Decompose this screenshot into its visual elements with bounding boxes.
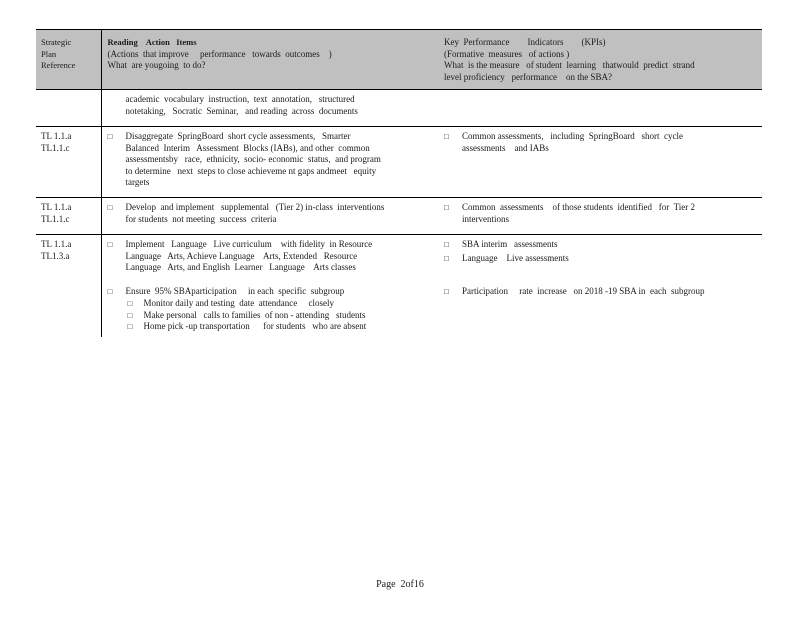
action-item <box>108 286 433 333</box>
table-row <box>36 235 762 282</box>
checkbox-bullet-icon: □ <box>444 132 449 141</box>
checkbox-bullet-icon: □ <box>127 322 133 331</box>
reference-cell <box>36 90 101 127</box>
kpi-item <box>444 131 756 154</box>
kpi-cell <box>438 235 762 282</box>
header-line: What are yougoing to do? <box>107 60 206 70</box>
kpi-item <box>444 286 756 298</box>
reference-cell <box>36 235 101 282</box>
checkbox-bullet-icon: □ <box>107 240 113 249</box>
kpi-item <box>444 202 756 225</box>
action-text-line: Disaggregate SpringBoard short cycle assessments, Smarter <box>125 131 351 141</box>
checkbox-bullet-icon: □ <box>107 132 113 141</box>
kpi-cell <box>438 198 762 235</box>
action-item <box>108 239 433 274</box>
checkbox-bullet-icon: □ <box>107 203 113 212</box>
reference-code: TL1.1.c <box>41 142 70 153</box>
action-cell <box>101 235 438 282</box>
kpi-cell <box>438 90 762 127</box>
action-text-line: Language Arts, and English Learner Language Arts classes <box>125 262 356 272</box>
table-row <box>36 198 762 235</box>
kpi-cell <box>438 282 762 337</box>
action-text-line: Balanced Interim Assessment Blocks (IABs), and other common <box>125 142 370 153</box>
header-strategic-plan-reference <box>36 30 101 90</box>
kpi-text-line: Language Live assessments <box>462 252 569 263</box>
header-kpis <box>438 30 762 90</box>
sub-action-list <box>126 298 433 333</box>
header-line: What is the measure of student learning thatwould predict strand <box>444 60 695 70</box>
checkbox-bullet-icon: □ <box>444 203 449 212</box>
action-item <box>108 202 433 225</box>
action-item <box>108 94 433 117</box>
reference-cell <box>36 198 101 235</box>
header-line: Reference <box>41 60 76 70</box>
kpi-text-line: assessments and IABs <box>462 142 549 153</box>
kpi-item <box>444 253 756 265</box>
reference-code: TL1.3.a <box>41 250 70 261</box>
checkbox-bullet-icon: □ <box>127 310 133 320</box>
action-text-line: Ensure 95% SBAparticipation in each specific subgroup <box>125 285 345 296</box>
action-plan-table <box>36 29 762 337</box>
header-line: Plan <box>41 48 57 59</box>
action-text-line: Develop and implement supplemental (Tier 2) in-class interventions <box>125 202 385 212</box>
table-body <box>36 90 762 337</box>
checkbox-bullet-icon: □ <box>444 240 449 249</box>
reference-cell <box>36 127 101 198</box>
sub-action-item <box>126 298 433 310</box>
table-row <box>36 282 762 337</box>
reference-code: TL 1.1.a <box>41 239 72 249</box>
reference-code: TL 1.1.a <box>41 131 72 141</box>
header-line: (Formative measures of actions ) <box>444 48 570 59</box>
page-number: Page 2of16 <box>376 579 424 590</box>
kpi-cell <box>438 127 762 198</box>
header-line: level proficiency performance on the SBA? <box>444 71 612 82</box>
checkbox-bullet-icon: □ <box>127 299 133 308</box>
action-text-line: for students not meeting success criteria <box>125 213 277 224</box>
table-row <box>36 90 762 127</box>
action-text-line: Language Arts, Achieve Language Arts, Extended Resource <box>125 250 358 261</box>
action-text-line: to determine next steps to close achieveme nt gaps andmeet equity <box>125 165 377 176</box>
checkbox-bullet-icon: □ <box>444 286 449 296</box>
header-title: Key Performance Indicators (KPIs) <box>444 37 606 47</box>
sub-action-item <box>126 321 433 333</box>
action-text-line: notetaking, Socratic Seminar, and reading across documents <box>125 105 358 116</box>
kpi-text-line: interventions <box>462 213 509 224</box>
header-line: Strategic <box>41 37 72 47</box>
action-cell <box>101 90 438 127</box>
checkbox-bullet-icon: □ <box>107 286 113 296</box>
reference-code: TL1.1.c <box>41 213 70 224</box>
sub-action-text: Monitor daily and testing date attendance closely <box>143 298 334 308</box>
action-text-line: assessmentsby race, ethnicity, socio- economic status, and program <box>125 154 381 164</box>
header-line: (Actions that improve performance towards outcomes ) <box>107 48 332 59</box>
action-cell <box>101 198 438 235</box>
kpi-item <box>444 239 756 251</box>
kpi-text-line: Common assessments, including SpringBoard short cycle <box>462 131 683 141</box>
sub-action-text: Home pick -up transportation for students who are absent <box>143 321 367 331</box>
action-text-line: academic vocabulary instruction, text annotation, structured <box>125 94 355 104</box>
kpi-text-line: Common assessments of those students identified for Tier 2 <box>462 202 695 212</box>
sub-action-text: Make personal calls to families of non - attending students <box>143 309 366 320</box>
action-text-line: targets <box>125 177 150 187</box>
reference-code: TL 1.1.a <box>41 202 72 212</box>
header-reading-action-items <box>101 30 438 90</box>
sub-action-item <box>126 310 433 322</box>
action-text-line: Implement Language Live curriculum with fidelity in Resource <box>125 239 373 249</box>
checkbox-bullet-icon: □ <box>444 253 449 263</box>
table-header-row <box>36 30 762 90</box>
kpi-text-line: Participation rate increase on 2018 -19 SBA in each subgroup <box>462 285 705 296</box>
action-cell <box>101 282 438 337</box>
kpi-text-line: SBA interim assessments <box>462 239 558 249</box>
reference-cell <box>36 282 101 337</box>
action-cell <box>101 127 438 198</box>
header-title: Reading Action Items <box>107 37 197 47</box>
action-item <box>108 131 433 189</box>
table-row <box>36 127 762 198</box>
